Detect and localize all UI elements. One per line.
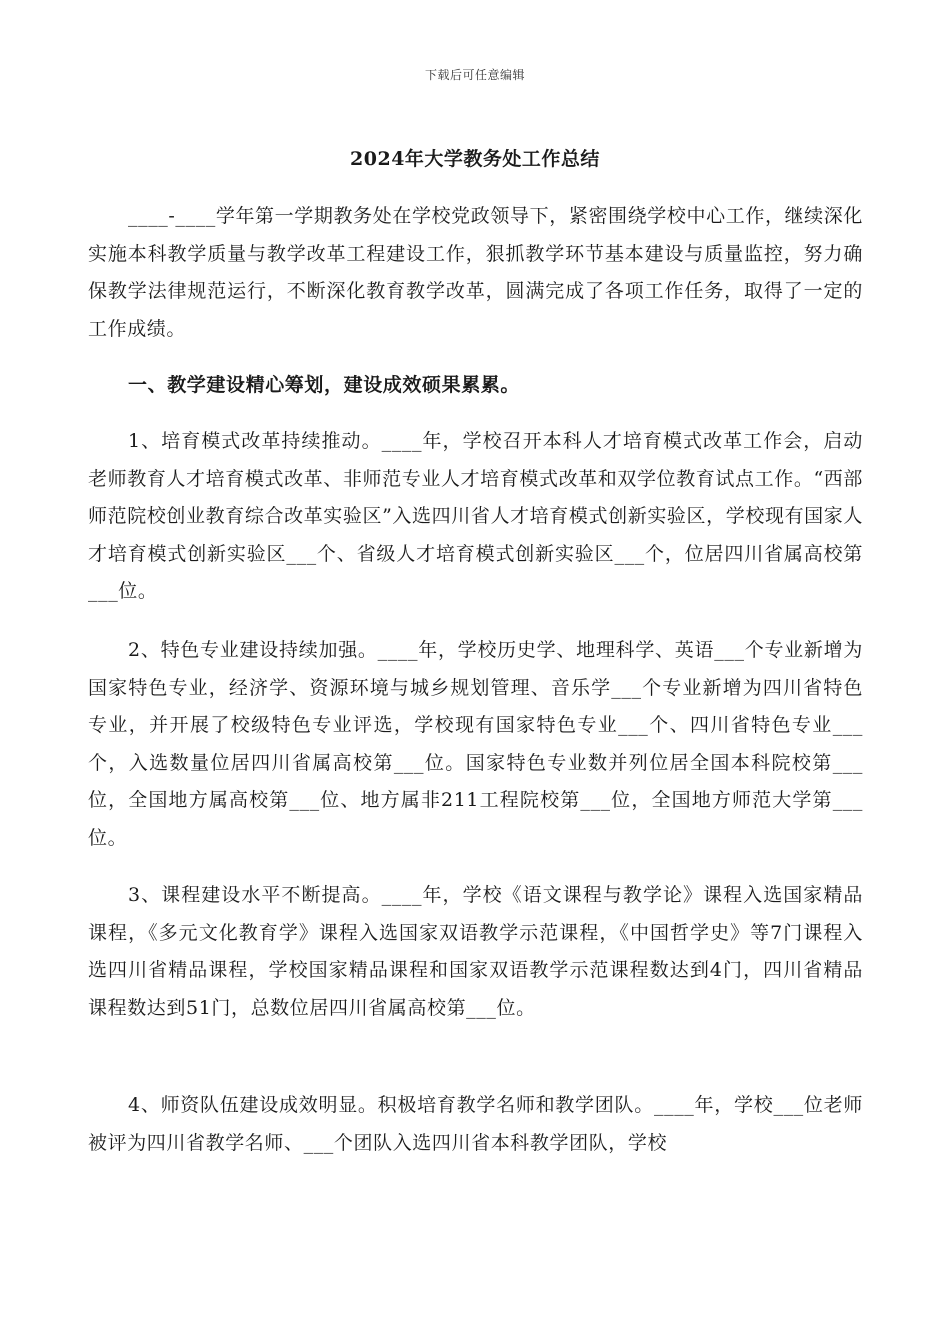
item-4-block	[88, 1087, 863, 1162]
item-4-paragraph: 4、师资队伍建设成效明显。积极培育教学名师和教学团队。____年，学校___位老师被评为四川省教学名师、___个团队入选四川省本科教学团队，学校	[88, 1094, 863, 1154]
header-note: 下载后可任意编辑	[424, 68, 525, 82]
item-3-block	[88, 877, 863, 1027]
item-1-paragraph: 1、培育模式改革持续推动。____年，学校召开本科人才培育模式改革工作会，启动老师教育人才培育模式改革、非师范专业人才培育模式改革和双学位教育试点工作。“西部师范院校创业教育综合改革实验区”入选四川省人才培育模式创新实验区，学校现有国家人才培育模式创新实验区___个、省级人才培育模式创新实验区___个，位居四川省属高校第___位。	[88, 430, 863, 602]
item-2-paragraph: 2、特色专业建设持续加强。____年，学校历史学、地理科学、英语___个专业新增为国家特色专业，经济学、资源环境与城乡规划管理、音乐学___个专业新增为四川省特色专业，并开展了校级特色专业评选，学校现有国家特色专业___个、四川省特色专业___个，入选数量位居四川省属高校第___位。国家特色专业数并列位居全国本科院校第___位，全国地方属高校第___位、地方属非211工程院校第___位，全国地方师范大学第___位。	[88, 639, 863, 849]
intro-paragraph: ____-____学年第一学期教务处在学校党政领导下，紧密围绕学校中心工作，继续深化实施本科教学质量与教学改革工程建设工作，狠抓教学环节基本建设与质量监控，努力确保教学法律规范运行，不断深化教育教学改革，圆满完成了各项工作任务，取得了一定的工作成绩。	[88, 205, 863, 340]
item-1-block	[88, 423, 863, 611]
item-2-block	[88, 632, 863, 857]
section-1-heading: 一、教学建设精心筹划，建设成效硕果累累。	[128, 374, 521, 396]
document-title: 2024年大学教务处工作总结	[350, 148, 600, 170]
section-1-heading-block	[88, 367, 863, 405]
intro-block	[88, 198, 863, 348]
item-3-paragraph: 3、课程建设水平不断提高。____年，学校《语文课程与教学论》课程入选国家精品课程，《多元文化教育学》课程入选国家双语教学示范课程，《中国哲学史》等7门课程入选四川省精品课程，学校国家精品课程和国家双语教学示范课程数达到4门，四川省精品课程数达到51门，总数位居四川省属高校第___位。	[88, 884, 863, 1019]
